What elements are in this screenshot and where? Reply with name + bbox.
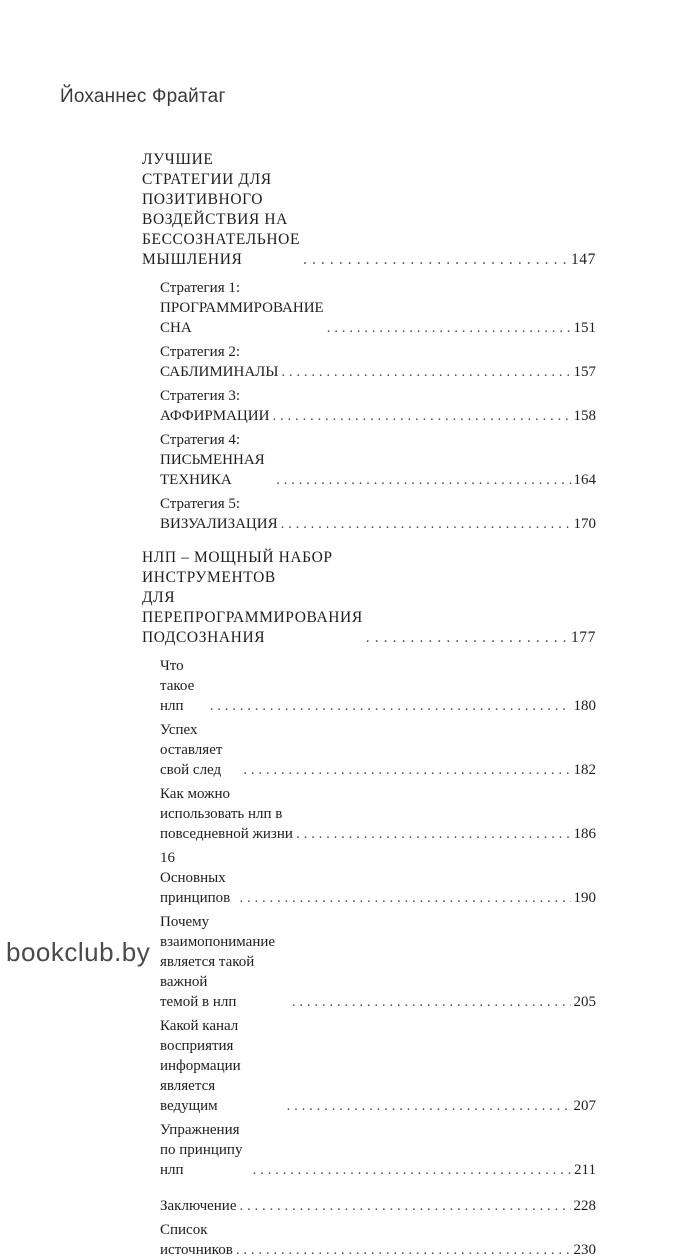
table-of-contents xyxy=(142,150,596,1260)
toc-entry-page: 186 xyxy=(573,826,596,842)
toc-leader-dots xyxy=(240,1196,571,1216)
toc-leader-dots xyxy=(243,760,570,780)
toc-entry-title: Список источников xyxy=(160,1222,233,1258)
toc-entry-page: 151 xyxy=(573,320,596,336)
toc-entry-title: Стратегия 1: ПРОГРАММИРОВАНИЕ СНА xyxy=(160,280,324,336)
toc-leader-dots xyxy=(296,824,570,844)
toc-item[interactable] xyxy=(142,342,596,382)
toc-entry-title: ЛУЧШИЕ СТРАТЕГИИ ДЛЯ ПОЗИТИВНОГО ВОЗДЕЙСТВИЯ НА БЕССОЗНАТЕЛЬНОЕ МЫШЛЕНИЯ xyxy=(142,151,301,268)
toc-entry-title: Стратегия 3: АФФИРМАЦИИ xyxy=(160,388,270,424)
toc-item[interactable] xyxy=(142,1016,596,1116)
toc-leader-dots xyxy=(327,318,571,338)
toc-item-sources[interactable] xyxy=(142,1220,596,1260)
toc-chapter-2[interactable] xyxy=(142,548,596,648)
toc-entry-page: 177 xyxy=(570,629,596,646)
toc-entry-title: Заключение xyxy=(160,1198,237,1214)
toc-entry-title: НЛП – МОЩНЫЙ НАБОР ИНСТРУМЕНТОВ ДЛЯ ПЕРЕПРОГРАММИРОВАНИЯ ПОДСОЗНАНИЯ xyxy=(142,549,363,646)
toc-leader-dots xyxy=(210,696,571,716)
toc-entry-page: 158 xyxy=(573,408,596,424)
toc-leader-dots xyxy=(292,992,571,1012)
toc-item[interactable] xyxy=(142,656,596,716)
toc-entry-page: 230 xyxy=(573,1242,596,1258)
toc-entry-title: Что такое нлп xyxy=(160,658,195,714)
toc-entry-title: Почему взаимопонимание является такой важной темой в нлп xyxy=(160,914,276,1010)
toc-leader-dots xyxy=(281,362,570,382)
toc-entry-page: 228 xyxy=(573,1198,596,1214)
toc-entry-page: 182 xyxy=(573,762,596,778)
site-watermark: bookclub.by xyxy=(6,937,151,967)
toc-entry-page: 147 xyxy=(570,251,596,268)
toc-entry-title: Стратегия 4: ПИСЬМЕННАЯ ТЕХНИКА xyxy=(160,432,265,488)
toc-entry-page: 190 xyxy=(573,890,596,906)
toc-entry-page: 180 xyxy=(573,698,596,714)
toc-item[interactable] xyxy=(142,430,596,490)
toc-item[interactable] xyxy=(142,720,596,780)
toc-leader-dots xyxy=(366,628,568,648)
toc-entry-page: 211 xyxy=(574,1162,596,1178)
toc-entry-page: 207 xyxy=(573,1098,596,1114)
toc-leader-dots xyxy=(303,250,568,270)
toc-entry-title: Успех оставляет свой след xyxy=(160,722,223,778)
toc-item-conclusion[interactable] xyxy=(142,1196,596,1216)
toc-entry-page: 170 xyxy=(573,516,596,532)
toc-leader-dots xyxy=(276,470,570,490)
toc-leader-dots xyxy=(287,1096,571,1116)
toc-entry-title: Упражнения по принципу нлп xyxy=(160,1122,243,1178)
toc-item[interactable] xyxy=(142,386,596,426)
toc-entry-page: 205 xyxy=(573,994,596,1010)
toc-leader-dots xyxy=(281,514,571,534)
toc-chapter-1[interactable] xyxy=(142,150,596,270)
toc-item[interactable] xyxy=(142,912,596,1012)
toc-entry-title: Стратегия 5: ВИЗУАЛИЗАЦИЯ xyxy=(160,496,278,532)
running-header-author: Йоханнес Фрайтаг xyxy=(60,86,226,107)
toc-leader-dots xyxy=(272,406,570,426)
toc-entry-page: 164 xyxy=(573,472,596,488)
toc-item[interactable] xyxy=(142,1120,596,1180)
toc-item[interactable] xyxy=(142,848,596,908)
toc-item[interactable] xyxy=(142,278,596,338)
toc-entry-title: Стратегия 2: САБЛИМИНАЛЫ xyxy=(160,344,279,380)
toc-entry-title: 16 Основных принципов xyxy=(160,850,231,906)
toc-item[interactable] xyxy=(142,784,596,844)
toc-leader-dots xyxy=(239,888,570,908)
toc-leader-dots xyxy=(236,1240,571,1260)
toc-entry-title: Как можно использовать нлп в повседневной жизни xyxy=(160,786,293,842)
toc-item[interactable] xyxy=(142,494,596,534)
toc-entry-page: 157 xyxy=(573,364,596,380)
toc-leader-dots xyxy=(253,1160,571,1180)
toc-entry-title: Какой канал восприятия информации является ведущим xyxy=(160,1018,241,1114)
